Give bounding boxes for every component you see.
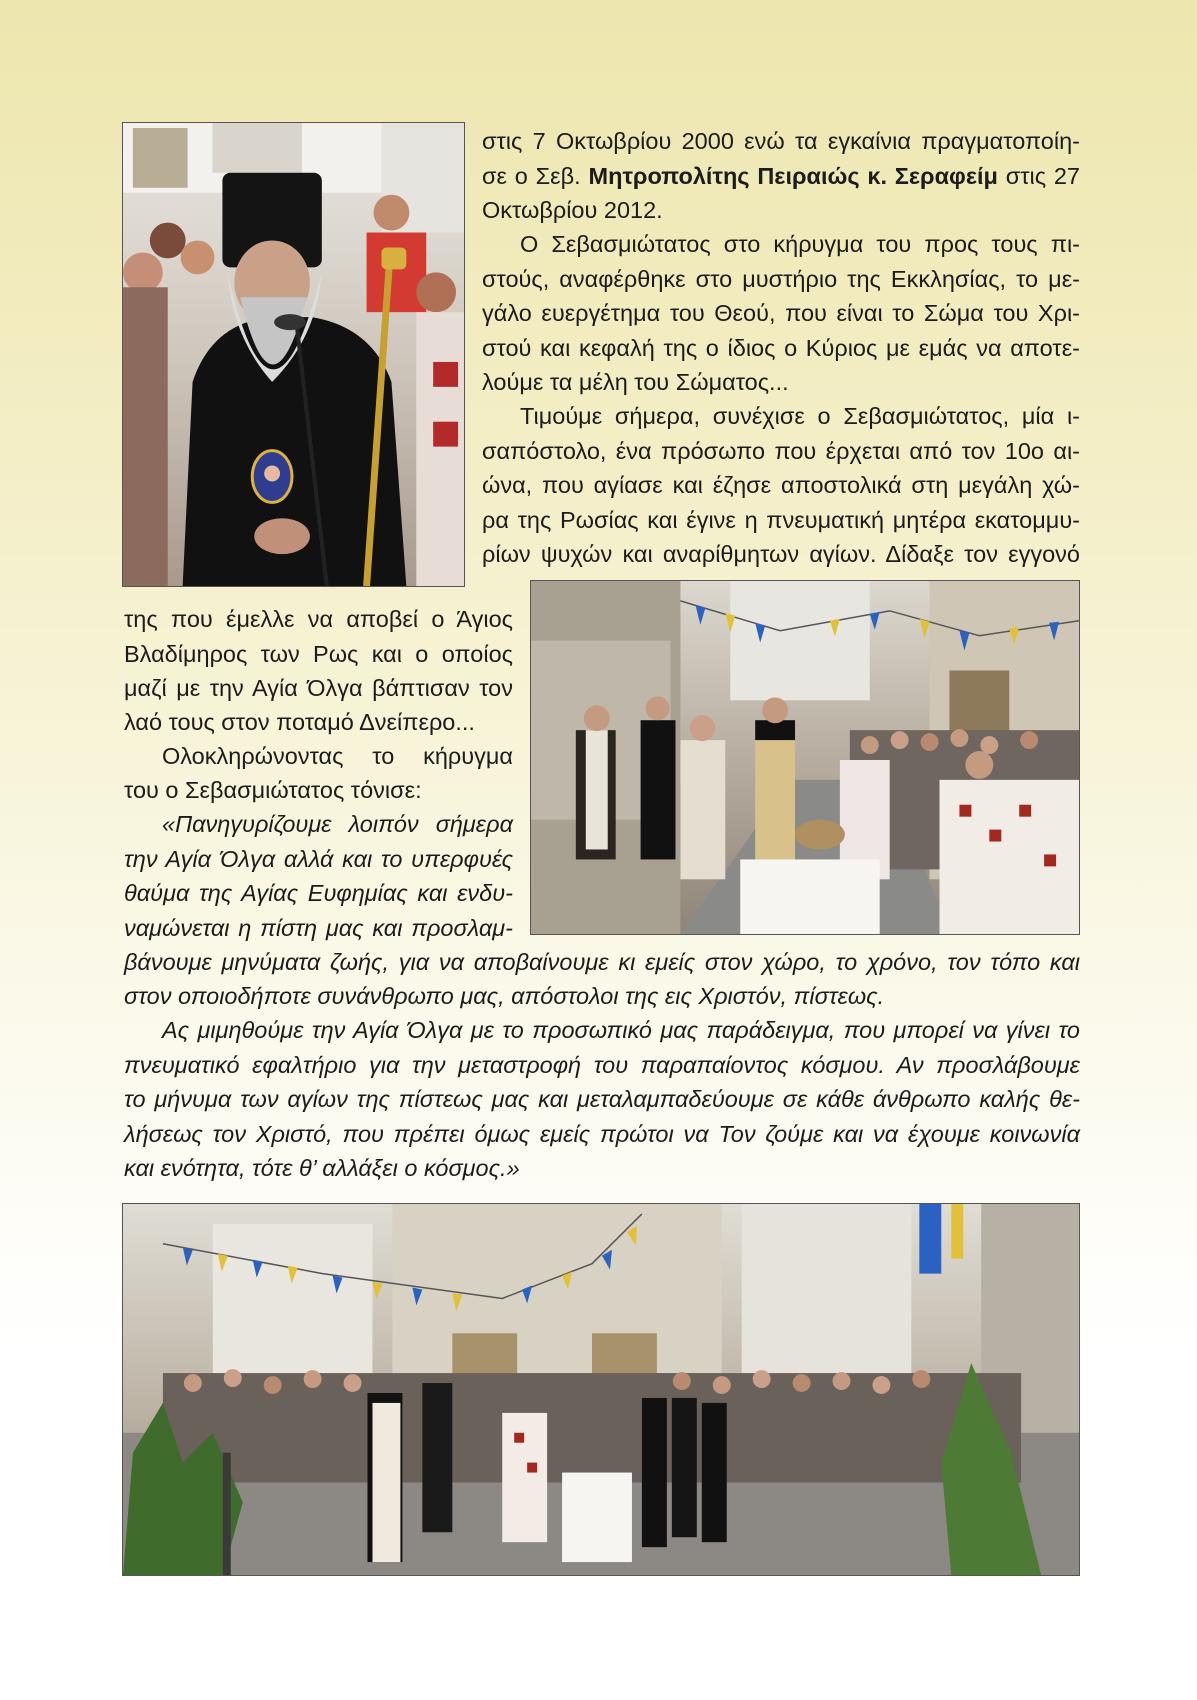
- text-line: ώνα, που αγίασε και έζησε αποστολικά στη μεγάλη χώ-: [482, 472, 1080, 498]
- photo-metropolitan-sermon-graphic: [123, 123, 464, 586]
- text-line: της που έμελλε να αποβεί ο Άγιος: [124, 606, 513, 632]
- quote-paragraph-2: [124, 1013, 1080, 1151]
- text-line: στις 7 Οκτωβρίου 2000 ενώ τα εγκαίνια πραγματοποίη-: [482, 128, 1080, 154]
- paragraph-saint-vladimir-end: [124, 705, 513, 740]
- paragraph-sermon-church-end: [482, 365, 1080, 400]
- quote-paragraph-1-end: [124, 979, 1080, 1014]
- text-line: στού και κεφαλή της ο ίδιος ο Κύριος με εμάς να αποτε-: [482, 334, 1080, 361]
- text-segment: στις 27: [997, 162, 1080, 189]
- text-line: Ολοκληρώνοντας το κήρυγμα: [162, 743, 513, 769]
- paragraph-sermon-close-end: [124, 773, 513, 808]
- text-line: Τιμούμε σήμερα, συνέχισε ο Σεβασμιώτατος, μία ι-: [520, 403, 1080, 429]
- text-line: σαπόστολο, ένα πρόσωπο που έρχεται από τον 10ο αι-: [482, 437, 1080, 464]
- paragraph-dates-end: [482, 193, 1080, 228]
- text-line: το μήνυμα των αγίων της πίστεως μας και μεταλαμπαδεύουμε σε κάθε άνθρωπο καλής θε-: [124, 1086, 1080, 1112]
- text-line: πνευματικό εφαλτήριο για την μεταστροφή του παραπαίοντος κόσμου. Αν προσλάβουμε: [124, 1051, 1080, 1078]
- text-line: στον οποιοδήποτε συνάνθρωπο μας, απόστολοι της εις Χριστόν, πίστεως.: [124, 983, 885, 1009]
- text-line: και ενότητα, τότε θ’ αλλάξει ο κόσμος.»: [124, 1155, 520, 1181]
- quote-paragraph-1-narrow: [124, 807, 513, 945]
- text-line: γάλο ευεργέτημα του Θεού, που είναι το Σώμα του Χρι-: [482, 300, 1080, 326]
- text-line: Ας μιμηθούμε την Αγία Όλγα με το προσωπικό μας παράδειγμα, που μπορεί να γίνει το: [162, 1017, 1080, 1043]
- text-line: λήσεως τον Χριστό, που πρέπει όμως εμείς πρώτοι να Τον ζούμε και να έχουμε κοινωνία: [124, 1120, 1080, 1147]
- text-line: λαό τους στον ποταμό Δνείπερο...: [124, 709, 475, 735]
- photo-street-procession-graphic: [531, 581, 1079, 934]
- quote-paragraph-2-end: [124, 1151, 1080, 1186]
- paragraph-sermon-church: [482, 227, 1080, 365]
- text-line: θαύμα της Αγίας Ευφημίας και ενδυ-: [124, 880, 513, 906]
- photo-metropolitan-sermon: [122, 122, 465, 587]
- paragraph-sermon-close: [124, 739, 513, 774]
- text-line: ρα της Ρωσίας και έγινε η πνευματική μητέρα εκατομμυ-: [482, 506, 1080, 533]
- text-line: Οκτωβρίου 2012.: [482, 197, 663, 223]
- photo-street-procession: [530, 580, 1080, 935]
- quote-paragraph-1-wide: [124, 945, 1080, 980]
- text-line: στούς, αναφέρθηκε στο μυστήριο της Εκκλησίας, το με-: [482, 265, 1080, 292]
- text-line: ναμώνεται η πίστη μας και προσλαμ-: [124, 914, 513, 941]
- text-line: Βλαδίμηρος των Ρως και ο οποίος: [124, 640, 513, 667]
- text-line: Ο Σεβασμιώτατος στο κήρυγμα του προς τους πι-: [520, 231, 1080, 257]
- text-line: [482, 159, 1080, 194]
- text-line: την Αγία Όλγα αλλά και το υπερφυές: [124, 845, 513, 872]
- text-line: μαζί με την Αγία Όλγα βάπτισαν τον: [124, 675, 513, 701]
- text-segment: σε ο Σεβ.: [482, 162, 589, 189]
- text-line: ρίων ψυχών και αναρίθμητων αγίων. Δίδαξε τον εγγονό: [482, 541, 1080, 567]
- text-line: «Πανηγυρίζουμε λοιπόν σήμερα: [162, 811, 513, 837]
- photo-panorama-ceremony: [122, 1203, 1080, 1576]
- paragraph-dates: [482, 124, 1080, 193]
- paragraph-saint-vladimir: [124, 602, 513, 706]
- text-line: του ο Σεβασμιώτατος τόνισε:: [124, 777, 422, 803]
- photo-panorama-ceremony-graphic: [123, 1204, 1079, 1575]
- text-line: βάνουμε μηνύματα ζωής, για να αποβαίνουμε κι εμείς στον χώρο, το χρόνο, τον τόπο και: [124, 949, 1080, 975]
- paragraph-saint-olga: [482, 399, 1080, 572]
- text-line: λούμε τα μέλη του Σώματος...: [482, 369, 789, 395]
- metropolitan-name: Μητροπολίτης Πειραιώς κ. Σεραφείμ: [588, 162, 998, 189]
